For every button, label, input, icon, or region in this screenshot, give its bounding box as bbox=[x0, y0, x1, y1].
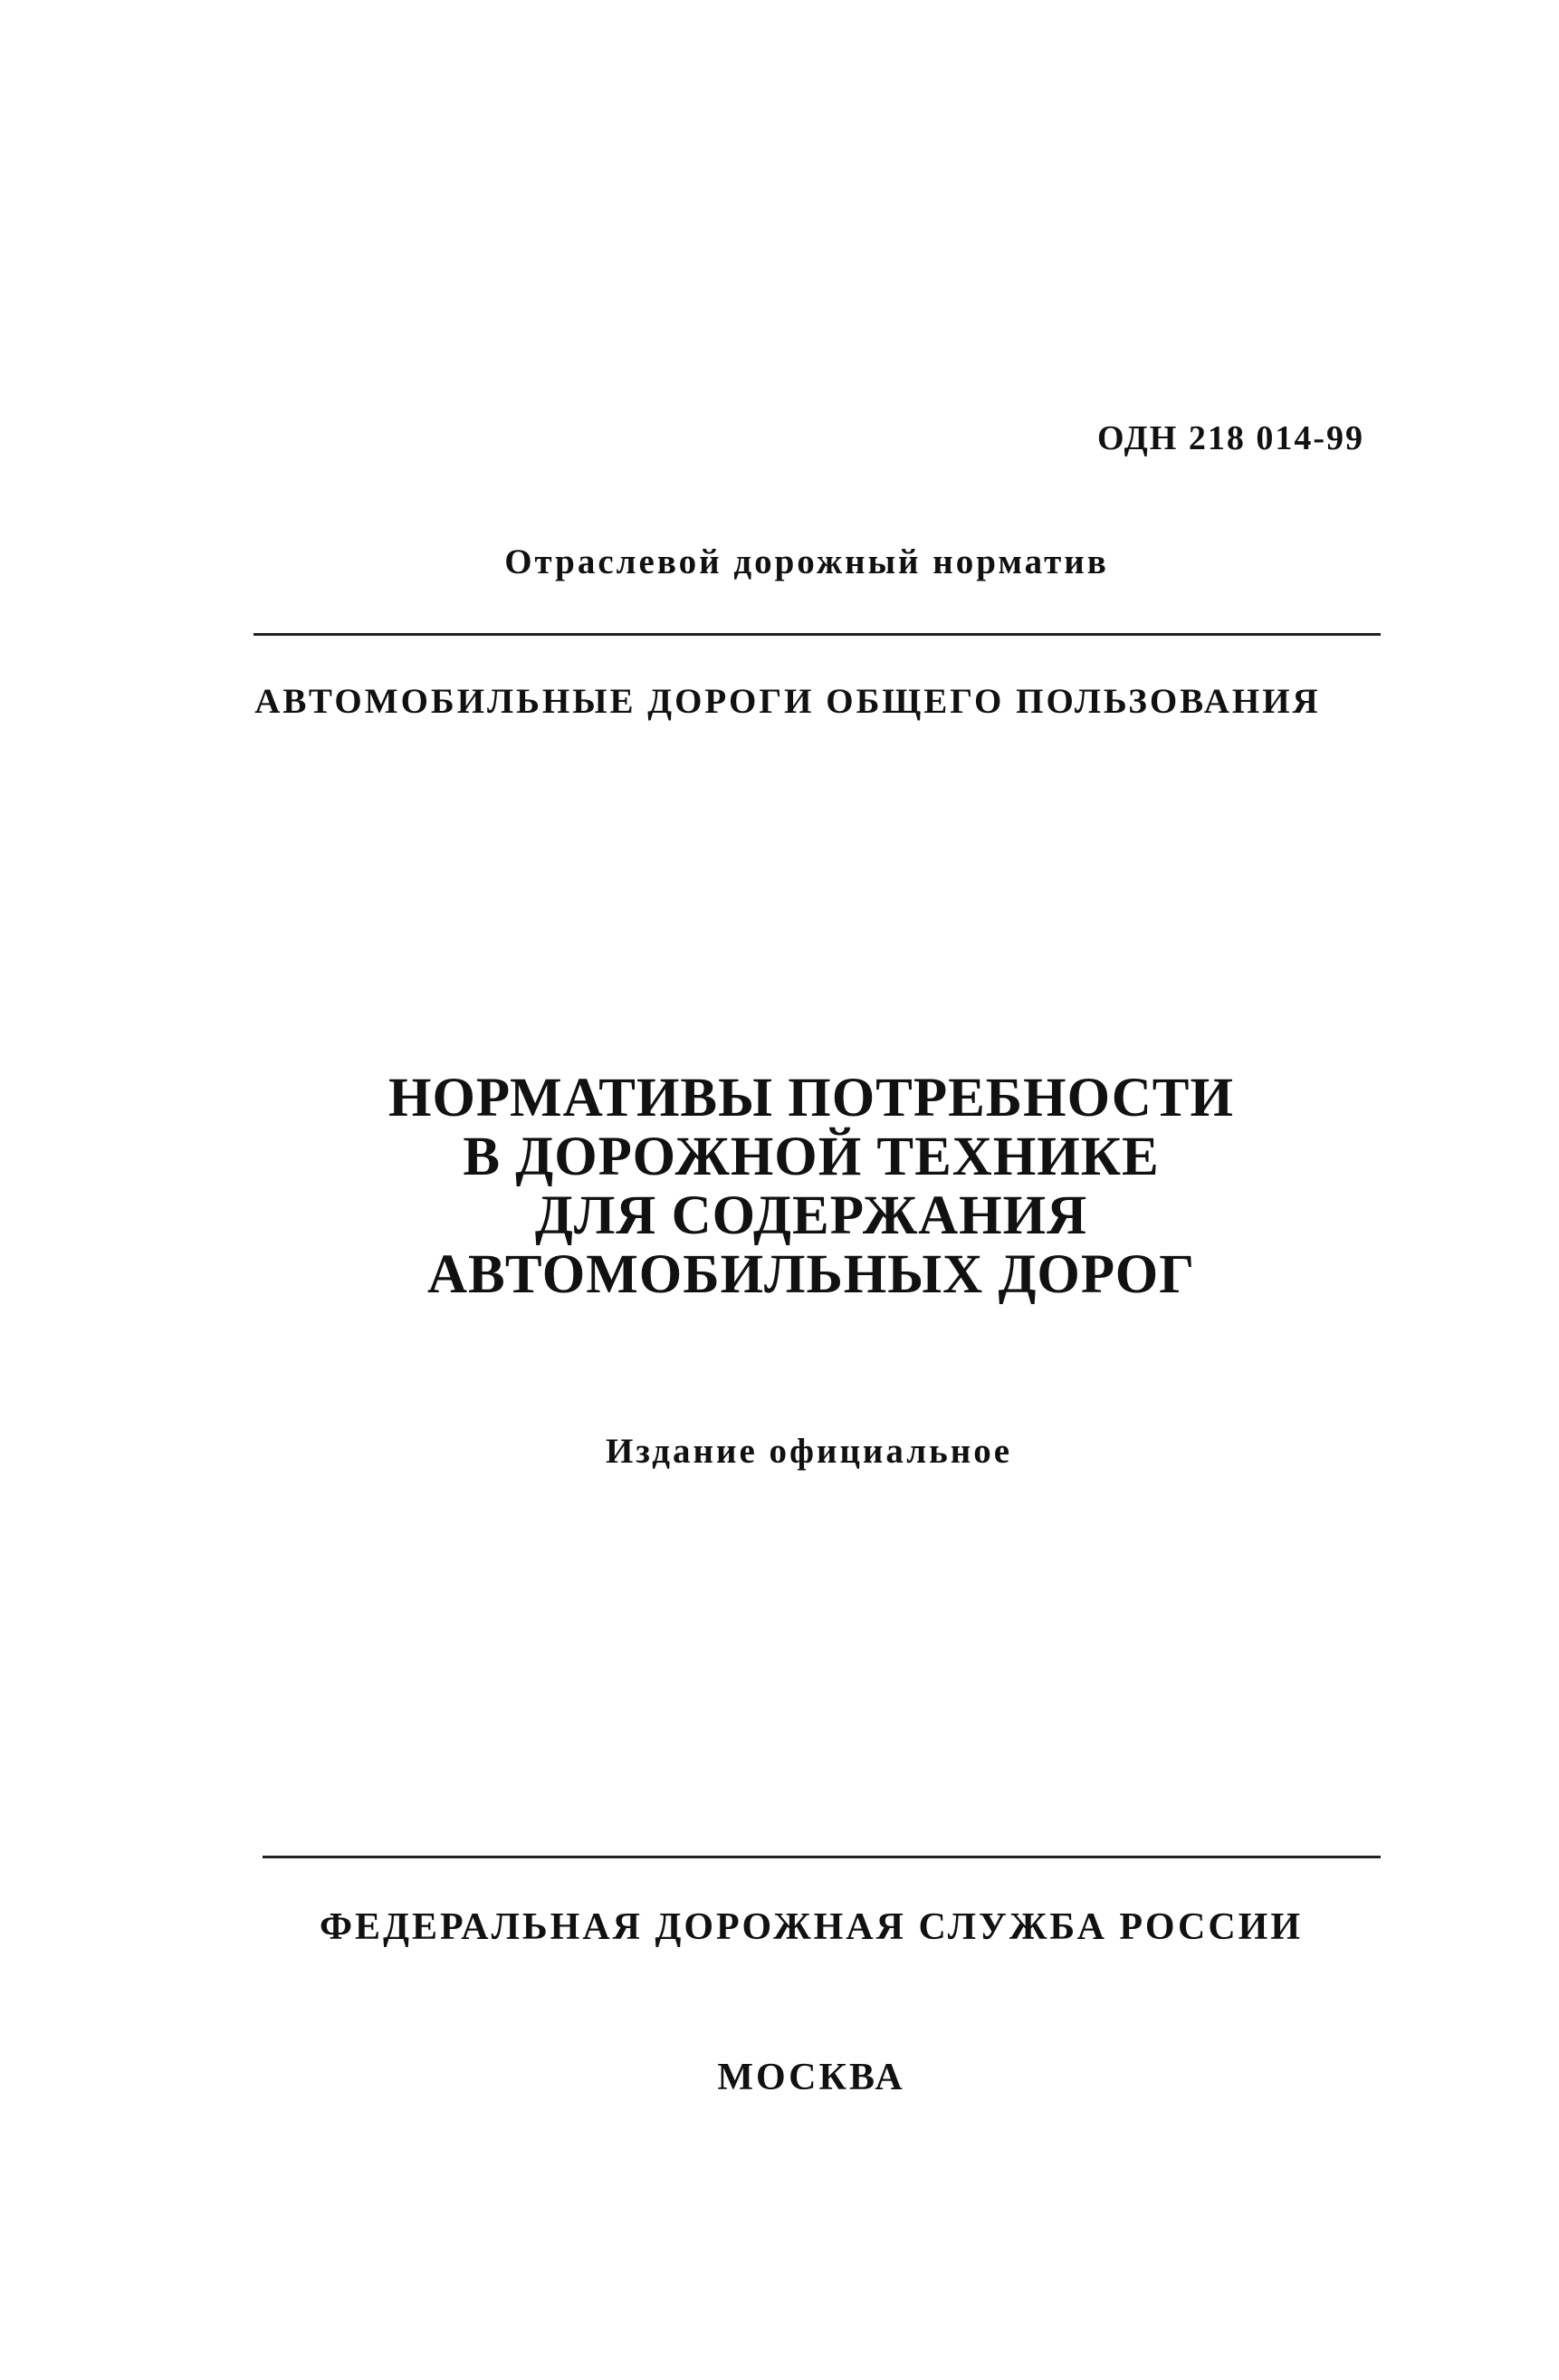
main-title-line: АВТОМОБИЛЬНЫХ ДОРОГ bbox=[426, 1244, 1196, 1305]
top-divider-rule bbox=[253, 633, 1381, 636]
bottom-divider-rule bbox=[263, 1856, 1381, 1858]
publisher-name: ФЕДЕРАЛЬНАЯ ДОРОЖНАЯ СЛУЖБА РОССИИ bbox=[319, 1906, 1304, 1948]
main-title-line: В ДОРОЖНОЙ ТЕХНИКЕ bbox=[463, 1127, 1160, 1187]
main-title-line: ДЛЯ СОДЕРЖАНИЯ bbox=[534, 1185, 1088, 1246]
edition-note: Издание официальное bbox=[605, 1432, 1013, 1471]
category-title: АВТОМОБИЛЬНЫЕ ДОРОГИ ОБЩЕГО ПОЛЬЗОВАНИЯ bbox=[254, 682, 1321, 721]
document-code: ОДН 218 014-99 bbox=[1096, 419, 1364, 457]
publication-city: МОСКВА bbox=[717, 2057, 905, 2098]
main-title bbox=[0, 1069, 1559, 1304]
main-title-line: НОРМАТИВЫ ПОТРЕБНОСТИ bbox=[388, 1068, 1234, 1128]
series-label: Отраслевой дорожный норматив bbox=[504, 542, 1109, 581]
